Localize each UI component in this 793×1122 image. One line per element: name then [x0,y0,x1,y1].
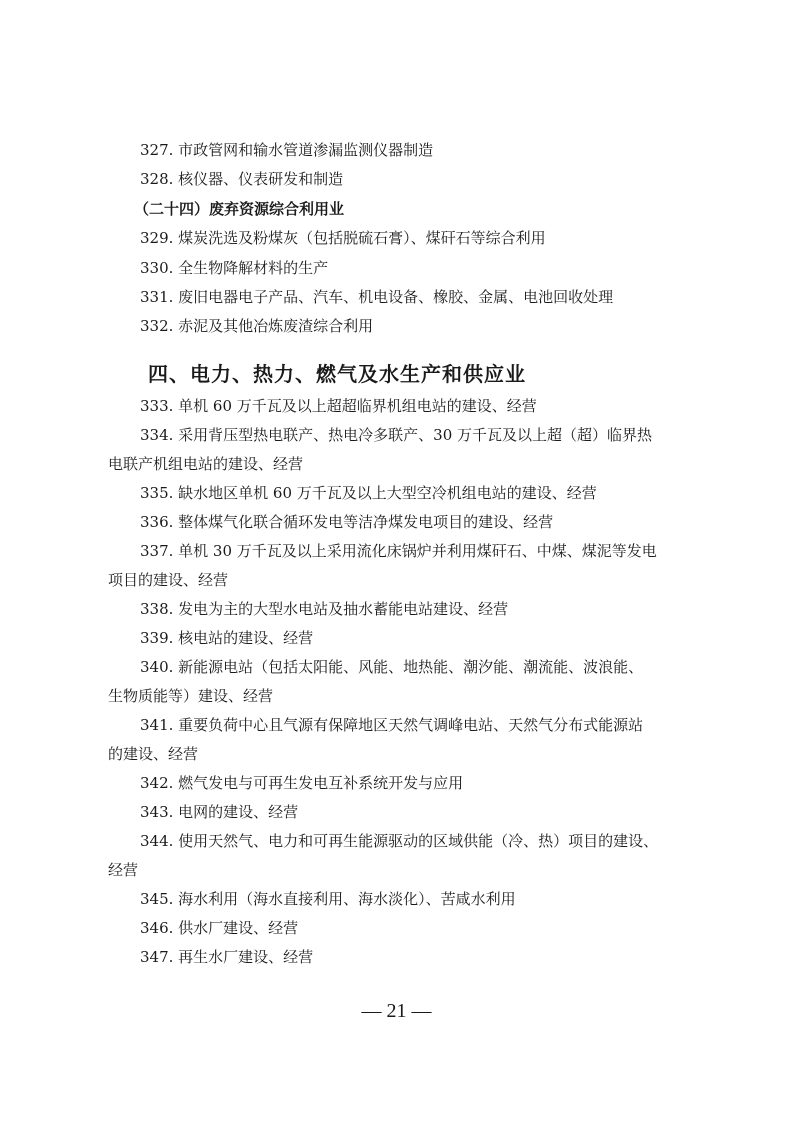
item-340: 340. 新能源电站（包括太阳能、风能、地热能、潮汐能、潮流能、波浪能、 [140,658,644,676]
subsection-heading: （二十四）废弃资源综合利用业 [134,200,345,218]
item-346: 346. 供水厂建设、经营 [140,919,299,937]
item-345: 345. 海水利用（海水直接利用、海水淡化）、苦咸水利用 [140,890,516,908]
item-337-cont: 项目的建设、经营 [108,571,229,589]
item-335: 335. 缺水地区单机 60 万千瓦及以上大型空冷机组电站的建设、经营 [140,484,597,502]
item-331: 331. 废旧电器电子产品、汽车、机电设备、橡胶、金属、电池回收处理 [140,288,614,306]
item-327: 327. 市政管网和输水管道渗漏监测仪器制造 [140,141,434,159]
item-341: 341. 重要负荷中心且气源有保障地区天然气调峰电站、天然气分布式能源站 [140,716,644,734]
item-328: 328. 核仪器、仪表研发和制造 [140,170,344,188]
item-334: 334. 采用背压型热电联产、热电冷多联产、30 万千瓦及以上超（超）临界热 [140,426,653,444]
page-number: — 21 — [361,1000,432,1022]
item-329: 329. 煤炭洗选及粉煤灰（包括脱硫石膏）、煤矸石等综合利用 [140,229,546,247]
item-342: 342. 燃气发电与可再生发电互补系统开发与应用 [140,774,464,792]
item-344-cont: 经营 [108,861,139,879]
item-340-cont: 生物质能等）建设、经营 [108,687,274,705]
item-341-cont: 的建设、经营 [108,745,199,763]
item-334-cont: 电联产机组电站的建设、经营 [108,455,304,473]
section-heading: 四、电力、热力、燃气及水生产和供应业 [148,362,526,386]
item-343: 343. 电网的建设、经营 [140,803,299,821]
item-336: 336. 整体煤气化联合循环发电等洁净煤发电项目的建设、经营 [140,513,554,531]
item-347: 347. 再生水厂建设、经营 [140,948,314,966]
item-333: 333. 单机 60 万千瓦及以上超超临界机组电站的建设、经营 [140,397,537,415]
item-332: 332. 赤泥及其他冶炼废渣综合利用 [140,317,374,335]
item-339: 339. 核电站的建设、经营 [140,629,314,647]
item-344: 344. 使用天然气、电力和可再生能源驱动的区域供能（冷、热）项目的建设、 [140,832,659,850]
item-330: 330. 全生物降解材料的生产 [140,259,329,277]
item-337: 337. 单机 30 万千瓦及以上采用流化床锅炉并利用煤矸石、中煤、煤泥等发电 [140,542,657,560]
item-338: 338. 发电为主的大型水电站及抽水蓄能电站建设、经营 [140,600,509,618]
